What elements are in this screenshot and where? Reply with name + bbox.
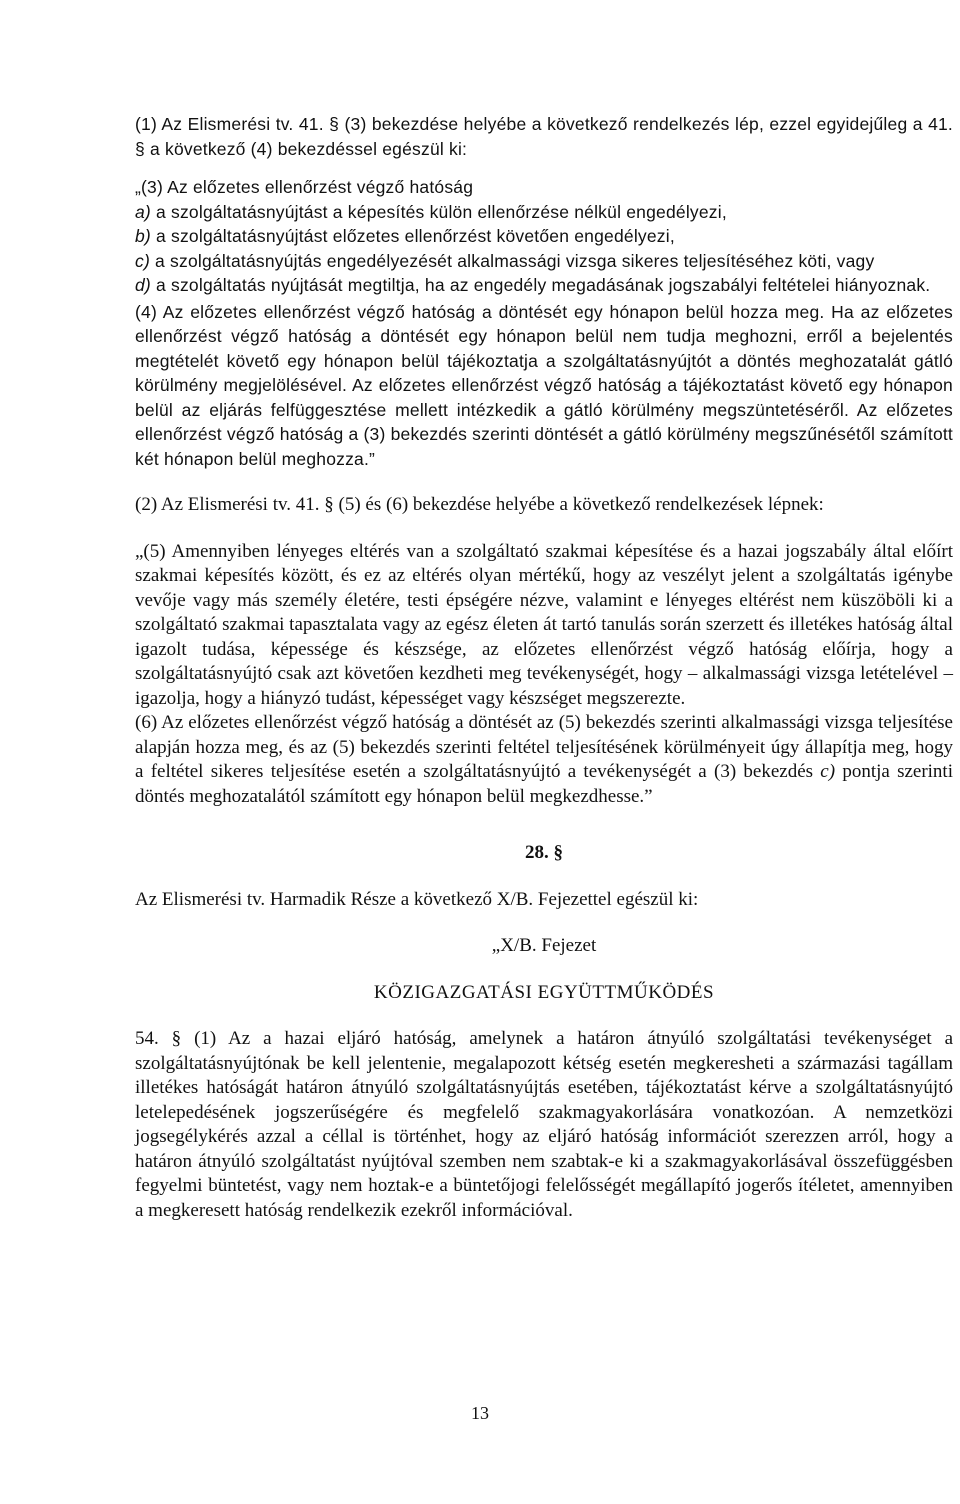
point-b-marker: b) xyxy=(135,226,151,246)
point-d-marker: d) xyxy=(135,275,151,295)
chapter-title: KÖZIGAZGATÁSI EGYÜTTMŰKÖDÉS xyxy=(373,981,715,1003)
paragraph-2: (2) Az Elismerési tv. 41. § (5) és (6) bekezdése helyébe a következő rendelkezések lépnek: xyxy=(135,494,824,515)
page-number: 13 xyxy=(471,1403,489,1423)
subsection-6-text-a: (6) Az előzetes ellenőrzést végző hatóság a döntését az (5) bekezdés szerinti alkalmassági vizsga teljesítése alapján hozza meg, és az (5) bekezdés szerinti feltétel teljesítésének körülményeit úgy állapítja meg, hogy a feltétel sikeres teljesítése esetén a szolgáltatásnyújtó a tevékenységét a (3) bekezdés xyxy=(135,712,953,782)
point-c-text: a szolgáltatásnyújtás engedélyezését alkalmassági vizsga sikeres teljesítéséhez köti, vagy xyxy=(149,250,875,271)
point-d-text: a szolgáltatás nyújtását megtiltja, ha az engedély megadásának jogszabályi feltételei hiányoznak. xyxy=(150,275,931,295)
chapter-number: „X/B. Fejezet xyxy=(491,935,597,956)
point-a-marker: a) xyxy=(135,201,151,222)
subsection-3-intro: „(3) Az előzetes ellenőrzést végző hatóság xyxy=(135,177,474,197)
paragraph-1: (1) Az Elismerési tv. 41. § (3) bekezdése helyébe a következő rendelkezés lép, ezzel egyidejűleg a 41. § a következő (4) bekezdéssel egészül ki: xyxy=(135,114,953,159)
point-c-marker: c) xyxy=(135,250,150,271)
section-heading: 28. § xyxy=(525,842,563,863)
page-body xyxy=(135,112,953,1223)
subsection-5: „(5) Amennyiben lényeges eltérés van a szolgáltató szakmai képesítése és a hazai jogszabály által előírt szakmai képesítés között, és ez az eltérés olyan mértékű, hogy az veszélyt jelent a szolgáltatás igénybe vevője vagy más személy életére, testi épségére nézve, valamint e lényeges eltérést nem küszöböli ki a szolgáltató szakmai tapasztalata vagy az egész életen át tartó tanulás során szerzett és illetékes hatóság által igazolt tudása, képessége és készsége, az előzetes ellenőrzést végző hatóság előírja, hogy a szolgáltatásnyújtó csak azt követően kezdheti meg tevékenységét, hogy – alkalmassági vizsga letételével – igazolja, hogy a hiányzó tudást, képességet vagy készséget megszerezte. xyxy=(135,540,953,709)
point-c xyxy=(135,249,953,274)
paragraph-3: Az Elismerési tv. Harmadik Része a következő X/B. Fejezettel egészül ki: xyxy=(135,888,699,910)
section-54: 54. § (1) Az a hazai eljáró hatóság, amelynek a határon átnyúló szolgáltatási tevékenységet a szolgáltatásnyújtónak be kell jelentenie, megalapozott kétség esetén megkeresheti a származási tagállam illetékes hatóságát határon átnyúló szolgáltatásnyújtás esetében, tájékoztatást kérve a szolgáltatásnyújtó letelepedésének jogszerűségére és megfelelő szakmagyakorlására vonatkozóan. A nemzetközi jogsegélykérés azzal a céllal is történhet, hogy az eljáró hatóság információt szerezzen arról, hogy a határon átnyúló szolgáltatást nyújtóval szemben nem szabtak-e ki a szakmagyakorlásával összefüggésben fegyelmi büntetést, vagy nem hoztak-e a büntetőjogi felelősségét megállapító jogerős ítéletet, amennyiben a megkeresett hatóság rendelkezik ezekről információval. xyxy=(135,1028,953,1221)
subsection-6-marker: c) xyxy=(820,761,836,782)
point-b xyxy=(135,224,953,249)
subsection-6 xyxy=(135,711,953,809)
point-a-text: a szolgáltatásnyújtást a képesítés külön ellenőrzése nélkül engedélyezi, xyxy=(150,201,727,222)
point-b-text: a szolgáltatásnyújtást előzetes ellenőrzést követően engedélyezi, xyxy=(150,226,675,246)
point-d xyxy=(135,273,953,298)
subsection-6-text-b: pontja szerinti döntés meghozatalától számított egy hónapon belül megkezdhesse.” xyxy=(135,761,953,807)
subsection-4: (4) Az előzetes ellenőrzést végző hatóság a döntését egy hónapon belül hozza meg. Ha az előzetes ellenőrzést végző hatóság a döntését egy hónapon belül nem tudja meghozni, erről a bejelentés megtételét követő egy hónapon belül tájékoztatja a szolgáltatásnyújtót a döntés meghozatalát gátló körülmény megjelölésével. Az előzetes ellenőrzést végző hatóság a tájékoztatást követő egy hónapon belül az eljárás felfüggesztése mellett intézkedik a gátló körülmény megszüntetéséről. Az előzetes ellenőrzést végző hatóság a (3) bekezdés szerinti döntését a gátló körülmény megszűnésétől számított két hónapon belül meghozza.” xyxy=(135,301,953,469)
point-a xyxy=(135,200,953,225)
